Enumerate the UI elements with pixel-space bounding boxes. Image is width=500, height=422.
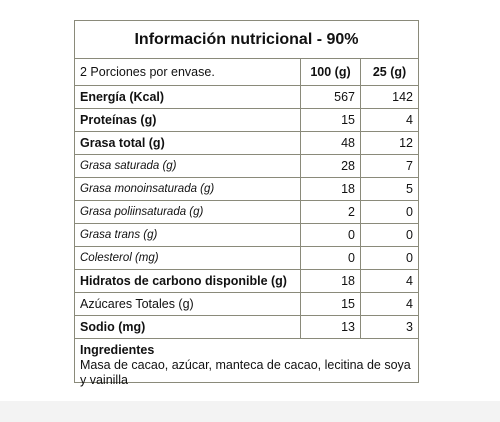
value-25g: 0 — [361, 224, 419, 247]
nutrition-table — [75, 59, 418, 339]
value-25g: 3 — [361, 316, 419, 339]
table-row — [75, 155, 418, 178]
nutrient-label: Grasa monoinsaturada (g) — [75, 178, 301, 201]
column-header-100g: 100 (g) — [301, 59, 361, 86]
nutrient-label: Grasa total (g) — [75, 132, 301, 155]
nutrient-label: Energía (Kcal) — [75, 86, 301, 109]
value-100g: 18 — [301, 270, 361, 293]
value-100g: 13 — [301, 316, 361, 339]
nutrient-label: Sodio (mg) — [75, 316, 301, 339]
table-row — [75, 293, 418, 316]
table-row — [75, 132, 418, 155]
value-100g: 48 — [301, 132, 361, 155]
value-100g: 15 — [301, 293, 361, 316]
table-row — [75, 270, 418, 293]
value-100g: 567 — [301, 86, 361, 109]
nutrient-label: Hidratos de carbono disponible (g) — [75, 270, 301, 293]
value-100g: 0 — [301, 247, 361, 270]
value-25g: 142 — [361, 86, 419, 109]
value-25g: 4 — [361, 293, 419, 316]
nutrient-label: Colesterol (mg) — [75, 247, 301, 270]
nutrient-label: Grasa poliinsaturada (g) — [75, 201, 301, 224]
value-100g: 28 — [301, 155, 361, 178]
value-100g: 18 — [301, 178, 361, 201]
column-header-25g: 25 (g) — [361, 59, 419, 86]
table-row — [75, 201, 418, 224]
ingredients-section — [75, 339, 418, 392]
ingredients-title: Ingredientes — [80, 343, 155, 357]
value-25g: 4 — [361, 270, 419, 293]
table-row — [75, 178, 418, 201]
value-100g: 15 — [301, 109, 361, 132]
value-25g: 7 — [361, 155, 419, 178]
nutrient-label: Grasa saturada (g) — [75, 155, 301, 178]
value-100g: 0 — [301, 224, 361, 247]
nutrient-label: Azúcares Totales (g) — [75, 293, 301, 316]
table-row — [75, 109, 418, 132]
value-25g: 0 — [361, 247, 419, 270]
nutrient-label: Grasa trans (g) — [75, 224, 301, 247]
table-header-row — [75, 59, 418, 86]
table-row — [75, 86, 418, 109]
label-title: Información nutricional - 90% — [75, 21, 418, 59]
portions-text: 2 Porciones por envase. — [75, 59, 301, 86]
value-25g: 4 — [361, 109, 419, 132]
nutrition-facts-label — [74, 20, 419, 387]
ingredients-text: Masa de cacao, azúcar, manteca de cacao, lecitina de soya y vainilla — [80, 358, 411, 387]
table-row — [75, 224, 418, 247]
value-25g: 12 — [361, 132, 419, 155]
nutrient-label: Proteínas (g) — [75, 109, 301, 132]
table-row — [75, 247, 418, 270]
value-25g: 0 — [361, 201, 419, 224]
value-100g: 2 — [301, 201, 361, 224]
page-bottom-band — [0, 401, 500, 422]
value-25g: 5 — [361, 178, 419, 201]
table-row — [75, 316, 418, 339]
